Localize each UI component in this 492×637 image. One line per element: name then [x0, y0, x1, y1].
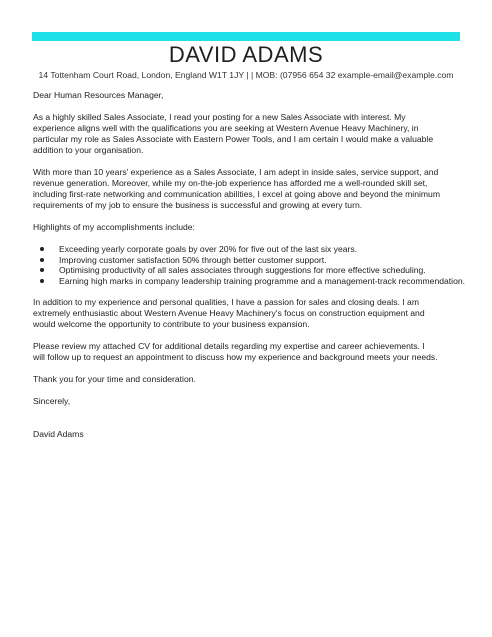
paragraph-line: will follow up to request an appointment to discuss how my experience and background meets your needs. — [33, 352, 438, 362]
paragraph-line: In addition to my experience and personal qualities, I have a passion for sales and closing deals. I am — [33, 297, 419, 307]
paragraph-line: particular my role as Sales Associate with Eastern Power Tools, and I am certain I would make a valuable — [33, 134, 434, 144]
salutation: Dear Human Resources Manager, — [33, 90, 164, 100]
paragraph-line: experience aligns well with the qualifications you are seeking at Western Avenue Heavy Machinery, in — [33, 123, 419, 133]
letter-body — [33, 90, 466, 451]
list-item — [33, 265, 463, 276]
list-item-text: Earning high marks in company leadership training programme and a management-track recommendation. — [59, 275, 466, 286]
closing-line: Sincerely, — [33, 396, 71, 406]
thanks-line: Thank you for your time and consideration. — [33, 374, 196, 384]
list-item-text: Improving customer satisfaction 50% through better customer support. — [59, 254, 327, 265]
paragraph-experience — [33, 167, 463, 211]
paragraph-line: With more than 10 years' experience as a Sales Associate, I am adept in inside sales, service support, and — [33, 167, 439, 177]
paragraph-line: extremely enthusiastic about Western Avenue Heavy Machinery's focus on construction equipment and — [33, 308, 425, 318]
list-item — [33, 275, 466, 287]
bullet-icon — [40, 268, 44, 272]
signature-name: David Adams — [33, 429, 84, 439]
paragraph-line: As a highly skilled Sales Associate, I read your posting for a new Sales Associate with interest. My — [33, 112, 406, 122]
paragraph-line: would welcome the opportunity to contribute to your business expansion. — [33, 319, 310, 329]
list-item — [33, 255, 463, 266]
bullet-icon — [40, 247, 44, 251]
applicant-name: DAVID ADAMS — [168, 42, 324, 67]
highlights-intro: Highlights of my accomplishments include: — [33, 222, 195, 232]
paragraph-line: revenue generation. Moreover, while my on-the-job experience has afforded me a well-rounded skill set, — [33, 178, 428, 188]
paragraph-line: Please review my attached CV for additional details regarding my expertise and career achievements. I — [33, 341, 425, 351]
bullet-icon — [40, 258, 44, 262]
contact-line: 14 Tottenham Court Road, London, England W1T 1JY | | MOB: (07956 654 32 example-email@example.com — [38, 70, 454, 80]
bullet-icon — [40, 279, 44, 283]
accent-bar — [32, 32, 460, 41]
paragraph-passion — [33, 297, 463, 330]
paragraph-follow-up — [33, 341, 463, 363]
list-item — [33, 244, 463, 255]
paragraph-line: including first-rate networking and communication abilities, I excel at going above and beyond the minimum — [33, 189, 440, 199]
list-item-text: Exceeding yearly corporate goals by over 20% for five out of the last six years. — [59, 244, 358, 254]
list-item-text: Optimising productivity of all sales associates through suggestions for more effective scheduling. — [59, 265, 426, 275]
paragraph-line: requirements of my job to ensure the business is successful and growing at every turn. — [33, 200, 363, 210]
paragraph-line: addition to your organisation. — [33, 145, 144, 155]
paragraph-intro — [33, 112, 463, 156]
signature-spacer — [33, 418, 463, 429]
highlights-list — [33, 244, 466, 286]
